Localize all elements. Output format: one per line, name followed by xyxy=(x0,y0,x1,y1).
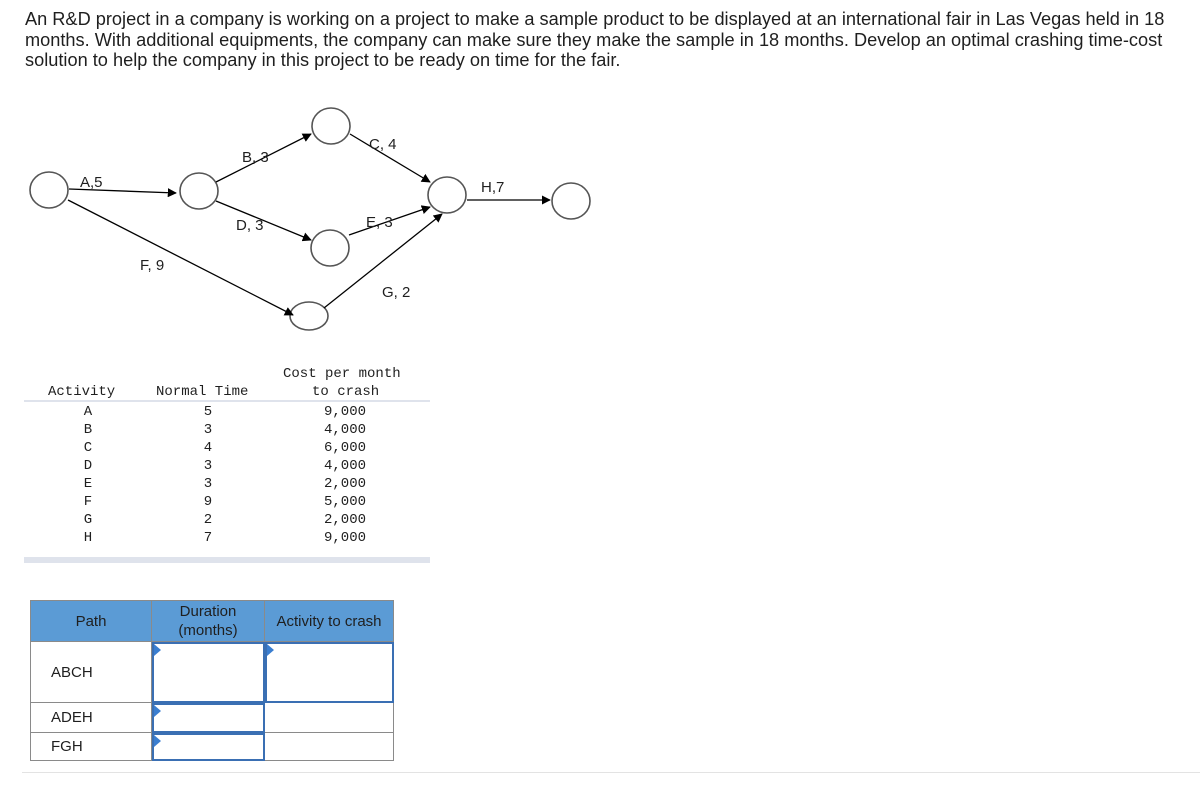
activity-input[interactable] xyxy=(265,642,394,703)
table-row xyxy=(31,642,394,703)
duration-cell xyxy=(152,703,265,733)
path-cell: ABCH xyxy=(31,642,152,703)
label-g: G, 2 xyxy=(382,284,411,301)
row-cost: 6,000 xyxy=(323,440,366,456)
divider xyxy=(22,772,1200,773)
row-normal-time: 3 xyxy=(203,458,213,474)
row-cost: 4,000 xyxy=(323,458,366,474)
header-activity: Activity xyxy=(48,384,116,400)
row-activity: H xyxy=(83,530,93,546)
row-cost: 9,000 xyxy=(323,530,366,546)
cost-table-shade-top xyxy=(24,400,430,402)
row-cost: 9,000 xyxy=(323,404,366,420)
label-h: H,7 xyxy=(481,179,505,196)
activity-cell xyxy=(265,703,394,733)
header-path: Path xyxy=(31,601,152,642)
dropdown-marker-icon xyxy=(154,644,161,656)
dropdown-marker-icon xyxy=(267,644,274,656)
header-duration: Duration (months) xyxy=(152,601,265,642)
row-cost: 4,000 xyxy=(323,422,366,438)
activity-cell xyxy=(265,733,394,761)
label-c: C, 4 xyxy=(369,136,397,153)
label-b: B, 3 xyxy=(242,149,269,166)
row-normal-time: 3 xyxy=(203,476,213,492)
row-activity: C xyxy=(83,440,93,456)
duration-cell xyxy=(152,733,265,761)
answer-table xyxy=(30,600,394,761)
header-activity-to-crash: Activity to crash xyxy=(265,601,394,642)
dropdown-marker-icon xyxy=(154,705,161,717)
table-row xyxy=(31,733,394,761)
row-normal-time: 9 xyxy=(203,494,213,510)
table-row xyxy=(31,703,394,733)
node-7 xyxy=(552,183,590,219)
row-activity: F xyxy=(83,494,93,510)
row-activity: A xyxy=(83,404,93,420)
duration-cell xyxy=(152,642,265,703)
node-3 xyxy=(312,108,350,144)
activity-cell xyxy=(265,642,394,703)
problem-text: An R&D project in a company is working on a project to make a sample product to be displayed at an international fair in Las Vegas held in 18 months. With additional equipments, the company can make sure they make the sample in 18 months. Develop an optimal crashing time-cost solution to help the company in this project to be ready on time for the fair. xyxy=(25,9,1165,70)
row-normal-time: 7 xyxy=(203,530,213,546)
node-4 xyxy=(311,230,349,266)
label-f: F, 9 xyxy=(140,257,165,274)
row-activity: G xyxy=(83,512,93,528)
row-cost: 2,000 xyxy=(323,476,366,492)
cost-table-shade-bottom xyxy=(24,557,430,563)
node-2 xyxy=(180,173,218,209)
label-e: E, 3 xyxy=(366,214,393,231)
row-normal-time: 4 xyxy=(203,440,213,456)
node-1 xyxy=(30,172,68,208)
row-activity: E xyxy=(83,476,93,492)
row-normal-time: 5 xyxy=(203,404,213,420)
label-a: A,5 xyxy=(80,174,103,191)
header-cost-line1: Cost per month xyxy=(283,366,401,382)
path-cell: ADEH xyxy=(31,703,152,733)
row-normal-time: 3 xyxy=(203,422,213,438)
row-normal-time: 2 xyxy=(203,512,213,528)
row-activity: D xyxy=(83,458,93,474)
node-5 xyxy=(290,302,328,330)
duration-input[interactable] xyxy=(152,733,265,761)
header-cost-line2: to crash xyxy=(312,384,380,400)
row-cost: 5,000 xyxy=(323,494,366,510)
path-cell: FGH xyxy=(31,733,152,761)
dropdown-marker-icon xyxy=(154,735,161,747)
row-cost: 2,000 xyxy=(323,512,366,528)
label-d: D, 3 xyxy=(236,217,264,234)
row-activity: B xyxy=(83,422,93,438)
duration-input[interactable] xyxy=(152,703,265,733)
header-normal-time: Normal Time xyxy=(156,384,249,400)
answer-header-row xyxy=(31,601,394,642)
node-6 xyxy=(428,177,466,213)
duration-input[interactable] xyxy=(152,642,265,703)
